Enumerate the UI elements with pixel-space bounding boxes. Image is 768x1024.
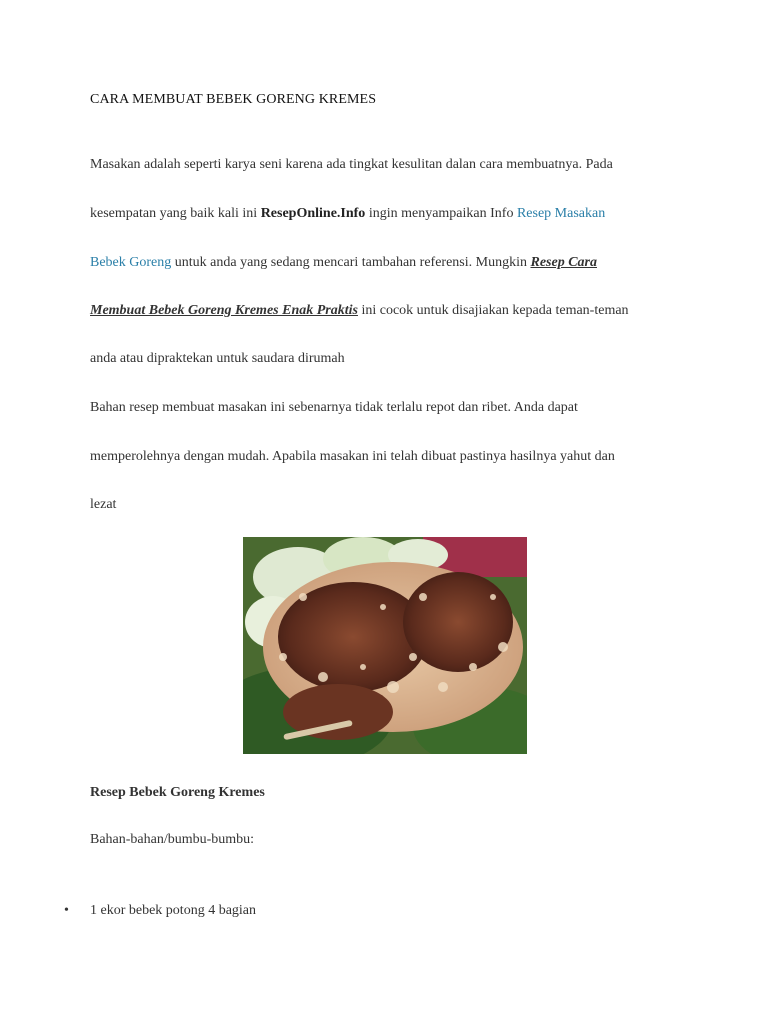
text-span: untuk anda yang sedang mencari tambahan referensi. Mungkin xyxy=(171,255,531,270)
site-name: ResepOnline.Info xyxy=(260,206,366,221)
text-span: ingin menyampaikan Info xyxy=(365,206,517,221)
text-span: ini cocok untuk disajiakan kepada teman-teman xyxy=(357,303,629,318)
ingredients-label: Bahan-bahan/bumbu-bumbu: xyxy=(90,832,255,847)
resep-masakan-link[interactable]: Resep Masakan xyxy=(516,206,606,221)
para2-line-3: lezat xyxy=(90,497,117,512)
text-span: kesempatan yang baik kali ini xyxy=(90,206,261,221)
recipe-title-link-part2[interactable]: Membuat Bebek Goreng Kremes Enak Praktis xyxy=(90,303,358,318)
intro-line-4 xyxy=(90,302,629,320)
intro-line-5: anda atau dipraktekan untuk saudara dirumah xyxy=(90,351,345,366)
bullet-icon: • xyxy=(64,903,69,918)
bebek-goreng-link[interactable]: Bebek Goreng xyxy=(90,255,172,270)
para2-line-2: memperolehnya dengan mudah. Apabila masakan ini telah dibuat pastinya hasilnya yahut dan xyxy=(90,449,615,464)
recipe-heading: Resep Bebek Goreng Kremes xyxy=(90,785,265,800)
fried-duck-photo xyxy=(243,537,527,754)
intro-line-2 xyxy=(90,205,605,223)
recipe-title-link-part1[interactable]: Resep Cara xyxy=(530,255,597,270)
intro-line-3 xyxy=(90,254,597,272)
intro-line-1: Masakan adalah seperti karya seni karena ada tingkat kesulitan dalan cara membuatnya. Pada xyxy=(90,157,613,172)
ingredient-text: 1 ekor bebek potong 4 bagian xyxy=(90,903,257,918)
para2-line-1: Bahan resep membuat masakan ini sebenarnya tidak terlalu repot dan ribet. Anda dapat xyxy=(90,400,578,415)
document-title: CARA MEMBUAT BEBEK GORENG KREMES xyxy=(90,92,377,107)
